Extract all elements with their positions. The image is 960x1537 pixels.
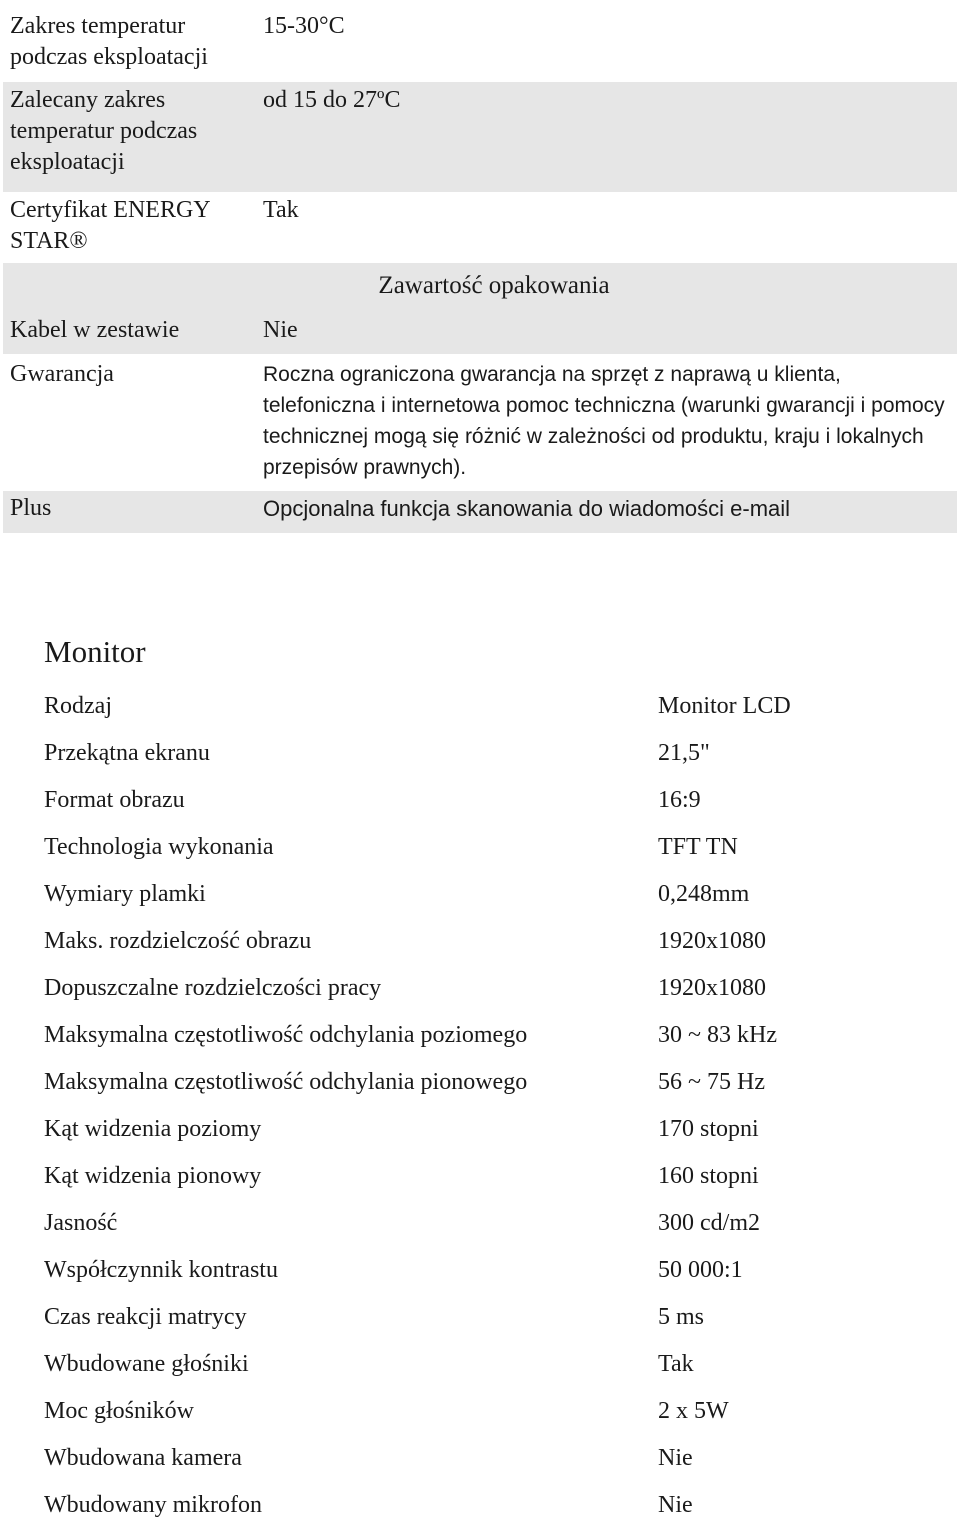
spec-label: Rodzaj — [44, 693, 112, 719]
spec-value: 160 stopni — [658, 1163, 759, 1189]
spec-value: Tak — [263, 197, 299, 223]
spec-value: od 15 do 27ºC — [263, 87, 401, 113]
spec-label: Plus — [10, 495, 52, 521]
spec-row-cable — [3, 308, 957, 354]
spec-value: 1920x1080 — [658, 928, 766, 954]
monitor-spec-row — [44, 1396, 944, 1443]
spec-label: Przekątna ekranu — [44, 740, 210, 766]
spec-label: Wbudowana kamera — [44, 1445, 242, 1471]
monitor-spec-row — [44, 1349, 944, 1396]
monitor-spec-row — [44, 1161, 944, 1208]
spec-value: Opcjonalna funkcja skanowania do wiadomości e-mail — [263, 496, 791, 521]
spec-value: Roczna ograniczona gwarancja na sprzęt z naprawą u klienta, telefoniczna i internetowa pomoc techniczna (warunki gwarancji i pomocy technicznej mogą się różnić w zależności od produktu, kraju i lokalnych przepisów prawnych). — [263, 363, 945, 479]
spec-value: Nie — [658, 1492, 693, 1518]
section-title: Monitor — [44, 634, 146, 669]
monitor-spec-row — [44, 832, 944, 879]
spec-value: Monitor LCD — [658, 693, 791, 719]
spec-label: Wbudowany mikrofon — [44, 1492, 262, 1518]
monitor-spec-row — [44, 879, 944, 926]
spec-value: Tak — [658, 1351, 694, 1377]
spec-value: 2 x 5W — [658, 1398, 729, 1424]
spec-label: Dopuszczalne rozdzielczości pracy — [44, 975, 382, 1001]
spec-value: TFT TN — [658, 834, 738, 860]
spec-value: 30 ~ 83 kHz — [658, 1022, 777, 1048]
section-header-title: Zawartość opakowania — [378, 272, 610, 299]
spec-label: Współczynnik kontrastu — [44, 1257, 278, 1283]
spec-row-plus — [3, 491, 957, 533]
monitor-spec-row — [44, 973, 944, 1020]
spec-value: 300 cd/m2 — [658, 1210, 760, 1236]
monitor-spec-list — [44, 691, 944, 1537]
spec-value: 5 ms — [658, 1304, 705, 1330]
monitor-spec-row — [44, 691, 944, 738]
spec-label: Maks. rozdzielczość obrazu — [44, 928, 312, 954]
monitor-spec-row — [44, 1208, 944, 1255]
monitor-spec-row — [44, 1302, 944, 1349]
spec-value: 50 000:1 — [658, 1257, 743, 1283]
spec-label: Zakres temperatur podczas eksploatacji — [10, 13, 208, 70]
spec-value: 56 ~ 75 Hz — [658, 1069, 765, 1095]
monitor-spec-row — [44, 1443, 944, 1490]
monitor-spec-row — [44, 1020, 944, 1067]
monitor-section — [44, 633, 944, 1537]
section-header — [3, 263, 957, 308]
spec-label: Kąt widzenia pionowy — [44, 1163, 262, 1189]
spec-value: Nie — [263, 317, 298, 343]
spec-value: Nie — [658, 1445, 693, 1471]
spec-label: Technologia wykonania — [44, 834, 274, 860]
spec-label: Jasność — [44, 1210, 118, 1236]
monitor-spec-row — [44, 1255, 944, 1302]
monitor-spec-row — [44, 1114, 944, 1161]
spec-value: 16:9 — [658, 787, 701, 813]
spec-row-warranty — [3, 354, 957, 491]
monitor-spec-row — [44, 785, 944, 832]
spec-label: Format obrazu — [44, 787, 185, 813]
spec-value: 0,248mm — [658, 881, 750, 907]
spec-label: Kabel w zestawie — [10, 317, 180, 343]
spec-value: 21,5" — [658, 740, 710, 766]
spec-label: Maksymalna częstotliwość odchylania pionowego — [44, 1069, 528, 1095]
spec-label: Zalecany zakres temperatur podczas eksploatacji — [10, 87, 198, 175]
spec-label: Czas reakcji matrycy — [44, 1304, 247, 1330]
monitor-spec-row — [44, 1067, 944, 1114]
spec-label: Wymiary plamki — [44, 881, 206, 907]
monitor-spec-row — [44, 738, 944, 785]
spec-label: Certyfikat ENERGY STAR® — [10, 197, 210, 254]
spec-label: Maksymalna częstotliwość odchylania poziomego — [44, 1022, 528, 1048]
spec-label: Wbudowane głośniki — [44, 1351, 249, 1377]
spec-value: 1920x1080 — [658, 975, 766, 1001]
monitor-spec-row — [44, 926, 944, 973]
spec-row-energy-star — [3, 192, 957, 263]
spec-label: Moc głośników — [44, 1398, 194, 1424]
spec-value: 170 stopni — [658, 1116, 759, 1142]
spec-value: 15-30°C — [263, 13, 345, 39]
monitor-spec-row — [44, 1490, 944, 1537]
spec-table — [3, 0, 957, 533]
spec-row-temp-range — [3, 0, 957, 82]
spec-label: Kąt widzenia poziomy — [44, 1116, 262, 1142]
spec-row-recommended-temp — [3, 82, 957, 192]
spec-label: Gwarancja — [10, 361, 114, 387]
